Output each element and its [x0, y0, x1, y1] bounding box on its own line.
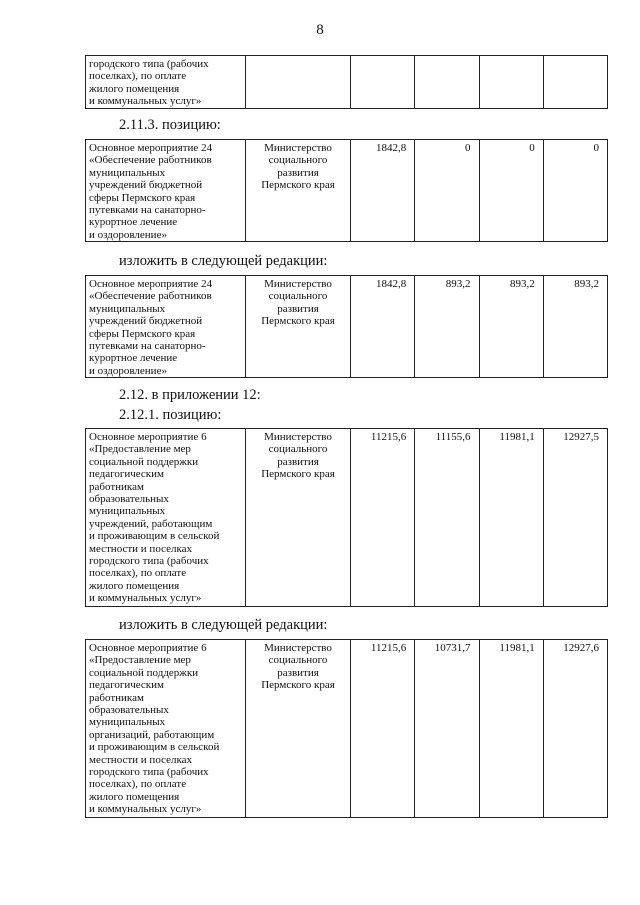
cell-value-2: 11155,6	[415, 429, 479, 607]
text-line: работникам	[89, 480, 144, 493]
text-line: Министерство	[264, 142, 332, 154]
section-heading: 2.11.3. позицию:	[119, 117, 221, 133]
text-line: жилого помещения	[89, 579, 180, 592]
text-line: сферы Пермского края	[89, 191, 196, 204]
text-line: городского типа (рабочих	[89, 58, 209, 70]
text-line: городского типа (рабочих	[89, 555, 209, 568]
table-row	[86, 640, 608, 818]
cell-value-2: 893,2	[415, 276, 479, 378]
cell-value-4: 12927,5	[543, 429, 607, 607]
text-line: Министерство	[264, 278, 332, 290]
cell-value-2	[415, 56, 479, 109]
text-line: Пермского края	[261, 179, 335, 192]
text-line: социального	[268, 154, 328, 167]
text-line: педагогическим	[89, 468, 165, 481]
section-heading: 2.12.1. позицию:	[119, 407, 222, 423]
text-line: Основное мероприятие 6	[89, 431, 207, 443]
text-line: Пермского края	[261, 315, 335, 328]
table-current-item-6	[85, 428, 608, 607]
text-line: социальной поддержки	[89, 455, 199, 468]
text-line: «Обеспечение работников	[89, 290, 212, 303]
text-line: городского типа (рабочих	[89, 766, 209, 779]
cell-value-1: 11215,6	[351, 429, 415, 607]
text-line: муниципальных	[89, 302, 166, 315]
cell-value-3: 11981,1	[479, 429, 543, 607]
text-line: Основное мероприятие 6	[89, 642, 207, 654]
cell-value-4	[543, 56, 607, 109]
text-line: поселках), по оплате	[89, 567, 187, 580]
text-line: развития	[277, 302, 319, 315]
text-line: Министерство	[264, 431, 332, 443]
cell-value-1: 1842,8	[351, 276, 415, 378]
cell-description	[86, 640, 246, 818]
text-line: учреждений бюджетной	[89, 315, 203, 328]
text-line: муниципальных	[89, 716, 166, 729]
cell-description	[86, 276, 246, 378]
text-line: и оздоровление»	[89, 364, 167, 377]
cell-organization	[246, 640, 351, 818]
text-line: «Обеспечение работников	[89, 154, 212, 167]
section-heading: изложить в следующей редакции:	[119, 253, 328, 269]
cell-value-2: 10731,7	[415, 640, 479, 818]
cell-value-4: 0	[543, 140, 607, 242]
text-line: образовательных	[89, 704, 169, 717]
cell-organization	[246, 276, 351, 378]
text-line: Основное мероприятие 24	[89, 142, 213, 154]
cell-description	[86, 429, 246, 607]
cell-value-3: 11981,1	[479, 640, 543, 818]
text-line: Министерство	[264, 642, 332, 654]
cell-value-1: 1842,8	[351, 140, 415, 242]
text-line: Основное мероприятие 24	[89, 278, 213, 290]
cell-value-4: 893,2	[543, 276, 607, 378]
text-line: муниципальных	[89, 166, 166, 179]
text-line: социального	[268, 290, 328, 303]
text-line: Пермского края	[261, 679, 335, 692]
text-line: развития	[277, 666, 319, 679]
table-current-item-24	[85, 139, 608, 242]
text-line: жилого помещения	[89, 790, 180, 803]
cell-description	[86, 140, 246, 242]
cell-organization	[246, 429, 351, 607]
text-line: жилого помещения	[89, 82, 180, 95]
text-line: социального	[268, 443, 328, 456]
text-line: «Предоставление мер	[89, 443, 191, 456]
table-row	[86, 56, 608, 109]
text-line: поселках), по оплате	[89, 778, 187, 791]
text-line: и коммунальных услуг»	[89, 592, 202, 605]
text-line: образовательных	[89, 493, 169, 506]
cell-description	[86, 56, 246, 109]
text-line: поселках), по оплате	[89, 70, 187, 83]
text-line: организаций, работающим	[89, 728, 215, 741]
text-line: сферы Пермского края	[89, 327, 196, 340]
table-fragment-continued	[85, 55, 608, 109]
text-line: и проживающим в сельской	[89, 530, 220, 543]
text-line: социальной поддержки	[89, 666, 199, 679]
cell-value-3: 0	[479, 140, 543, 242]
cell-value-4: 12927,6	[543, 640, 607, 818]
text-line: путевками на санаторно-	[89, 340, 206, 353]
cell-value-1	[351, 56, 415, 109]
section-heading: изложить в следующей редакции:	[119, 617, 328, 633]
text-line: Пермского края	[261, 468, 335, 481]
text-line: и коммунальных услуг»	[89, 803, 202, 816]
table-row	[86, 140, 608, 242]
text-line: курортное лечение	[89, 216, 178, 229]
table-new-item-24	[85, 275, 608, 378]
text-line: и проживающим в сельской	[89, 741, 220, 754]
text-line: местности и поселках	[89, 753, 193, 766]
cell-value-1: 11215,6	[351, 640, 415, 818]
table-row	[86, 276, 608, 378]
text-line: развития	[277, 455, 319, 468]
table-new-item-6	[85, 639, 608, 818]
cell-organization	[246, 140, 351, 242]
text-line: и коммунальных услуг»	[89, 95, 202, 108]
text-line: и оздоровление»	[89, 228, 167, 241]
text-line: «Предоставление мер	[89, 654, 191, 667]
cell-value-2: 0	[415, 140, 479, 242]
cell-organization	[246, 56, 351, 109]
text-line: развития	[277, 166, 319, 179]
text-line: работникам	[89, 691, 144, 704]
cell-value-3	[479, 56, 543, 109]
section-heading: 2.12. в приложении 12:	[119, 387, 261, 403]
text-line: социального	[268, 654, 328, 667]
text-line: учреждений бюджетной	[89, 179, 203, 192]
cell-value-3: 893,2	[479, 276, 543, 378]
text-line: учреждений, работающим	[89, 517, 213, 530]
text-line: местности и поселках	[89, 542, 193, 555]
text-line: курортное лечение	[89, 352, 178, 365]
table-row	[86, 429, 608, 607]
page-number: 8	[316, 22, 324, 38]
text-line: путевками на санаторно-	[89, 204, 206, 217]
text-line: педагогическим	[89, 679, 165, 692]
text-line: муниципальных	[89, 505, 166, 518]
